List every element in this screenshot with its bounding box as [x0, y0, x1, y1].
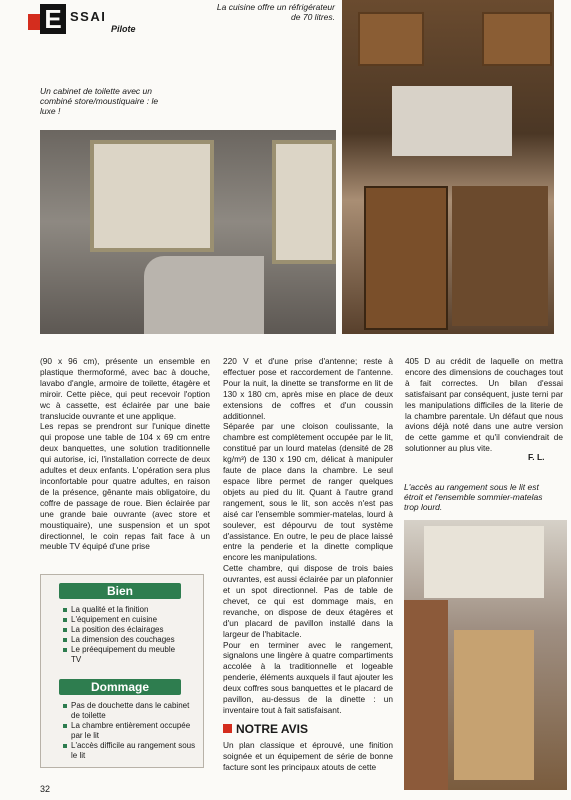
caption-bathroom: Un cabinet de toilette avec un combiné store/moustiquaire : le luxe !	[40, 86, 159, 116]
paragraph: 220 V et d'une prise d'antenne; reste à effectuer pose et raccordement de l'antenne. Pour la nuit, la dinette se transforme en lit de 130 x 180 cm, après mise en place de deux extensions de coffres et d'un coussin additionnel.	[223, 356, 393, 421]
paragraph: Cette chambre, qui dispose de trois baies ouvrantes, est aussi éclairée par un plafonnier et un spot directionnel. Pas de table de chevet, ce qui est dommage mais, en revanche, on dispose de deux étagères et d'un placard de pavillon installé dans la largeur de l'habitacle.	[223, 563, 393, 639]
author-signature: F. L.	[528, 452, 545, 462]
header-letter: E	[40, 4, 66, 34]
article-column-2	[223, 356, 393, 716]
list-item: Pas de douchette dans le cabinet de toilette	[63, 701, 199, 721]
photo-window	[424, 526, 544, 598]
bien-list	[63, 605, 181, 665]
article-column-3	[405, 356, 563, 454]
paragraph: Pour en terminer avec le rangement, signalons une lingère à quatre compartiments accolée à la traditionnelle et logeable penderie, éléments auxquels il faut ajouter les deux coffres sous banquettes et le placard de pavillon, au-dessus de la dinette : un inventaire tout à fait satisfaisant.	[223, 639, 393, 715]
notre-avis-text: Un plan classique et éprouvé, une finition soignée et un équipement de série de bonne facture sont les principaux atouts de cette	[223, 740, 393, 772]
bathroom-photo	[40, 130, 336, 334]
header-subtitle: Pilote	[111, 24, 136, 34]
kitchen-photo	[342, 0, 554, 334]
dommage-heading: Dommage	[59, 679, 181, 695]
caption-kitchen: La cuisine offre un réfrigérateur de 70 litres.	[216, 2, 335, 22]
list-item: La dimension des couchages	[63, 635, 181, 645]
photo-sink	[144, 256, 264, 334]
list-item: L'équipement en cuisine	[63, 615, 181, 625]
notre-avis-mark	[223, 724, 232, 733]
pros-cons-box	[40, 574, 204, 768]
paragraph: (90 x 96 cm), présente un ensemble en plastique thermoformé, avec bac à douche, lavabo d'angle, armoire de toilette, étagère et miroir. Cette pièce, qui peut recevoir l'option wc à cassette, est éclairée par une baie translucide ouvrante et une applique.	[40, 356, 210, 421]
photo-fridge	[364, 186, 448, 330]
paragraph: Séparée par une cloison coulissante, la chambre est complètement occupée par le lit, constitué par un lourd matelas (densité de 28 kg/m³) de 130 x 190 cm, délicat à manipuler faute de place dans la chambre. Le seul espace libre permet de ranger quelques objets au pied du lit. Quant à l'autre grand rangement, sous le lit, son accès n'est pas aisé car l'ensemble sommier-matelas, lourd à soulever, est dépourvu de tout système d'assistance. En outre, le peu de place laissé entre la penderie et la dinette complique encore les manipulations.	[223, 421, 393, 563]
list-item: La qualité et la finition	[63, 605, 181, 615]
list-item: La chambre entièrement occupée par le lit	[63, 721, 199, 741]
list-item: Le préequipement du meuble TV	[63, 645, 181, 665]
photo-drawers	[452, 186, 548, 326]
page-number: 32	[40, 784, 51, 794]
photo-window	[90, 140, 214, 252]
paragraph: 405 D au crédit de laquelle on mettra encore des dimensions de couchages tout à fait correctes. Un bilan d'essai satisfaisant par conséquent, juste terni par les manipulations difficiles de la literie de la chambre parentale. Un défaut que nous avions déjà noté dans une autre version de cette gamme et qu'il conviendrait de solutionner au plus vite.	[405, 356, 563, 454]
photo-cabinet	[482, 12, 552, 66]
article-column-1	[40, 356, 210, 552]
list-item: L'accès difficile au rangement sous le lit	[63, 741, 199, 761]
caption-bedroom: L'accès au rangement sous le lit est étroit et l'ensemble sommier-matelas trop lourd.	[404, 482, 543, 512]
photo-table	[454, 630, 534, 780]
photo-window	[272, 140, 336, 264]
paragraph: Les repas se prendront sur l'unique dinette qui propose une table de 104 x 69 cm entre deux banquettes, une solution traditionnelle qui autorise, ici, l'installation correcte de deux adultes et deux enfants. L'opération sera plus inconfortable pour quatre adultes, en raison de la présence, gênante mais obligatoire, du coffre de passage de roue. Bien éclairée par une grande baie ouvrante (avec store et moustiquaire), une suspension et un spot directionnel, le coin repas fait face à un meuble TV équipé d'une prise	[40, 421, 210, 552]
bedroom-photo	[404, 520, 567, 790]
header-title: SSAI	[70, 9, 107, 24]
photo-window	[392, 86, 512, 156]
photo-cabinet	[358, 12, 424, 66]
dommage-list	[63, 701, 199, 761]
notre-avis-heading: NOTRE AVIS	[236, 722, 309, 736]
bien-heading: Bien	[59, 583, 181, 599]
list-item: La position des éclairages	[63, 625, 181, 635]
photo-seat	[404, 600, 448, 790]
